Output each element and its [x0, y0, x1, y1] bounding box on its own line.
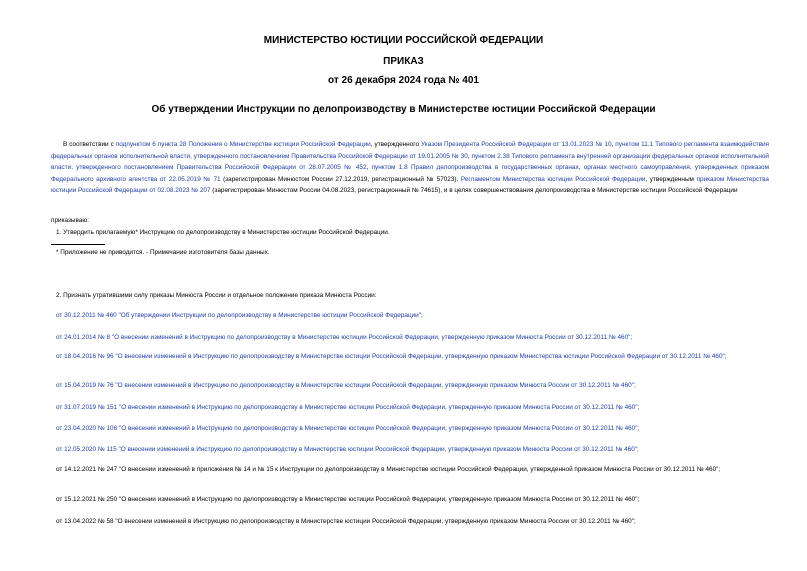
preamble-text: (зарегистрирован Минюстом России 04.08.2023, регистрационный № 74615), и в целях совершенствования делопроизводства в Министерстве юстиции Российской Федерации: [210, 187, 738, 194]
order-item-2: 2. Признать утратившими силу приказы Минюста России и отдельное положение приказа Минюста России:: [56, 292, 377, 299]
order-item-1: 1. Утвердить прилагаемую* Инструкцию по делопроизводству в Министерстве юстиции Российской Федерации.: [56, 229, 390, 236]
revoked-order[interactable]: от 31.07.2019 № 151 "О внесении изменений в Инструкцию по делопроизводству в Министерстве юстиции Российской Федерации, утвержденную приказом Минюста России от 30.12.2011 № 460";: [56, 404, 640, 411]
preamble-text: В соответствии с: [63, 141, 116, 148]
revoked-order: от 15.12.2021 № 250 "О внесении изменений в Инструкцию по делопроизводству в Министерстве юстиции Российской Федерации, утвержденную приказом Минюста России от 30.12.2011 № 460";: [56, 496, 640, 503]
order-word: приказываю:: [51, 217, 89, 224]
footnote: * Приложение не приводится. - Примечание изготовителя базы данных.: [56, 249, 270, 256]
preamble-text: , утвержденного: [370, 141, 422, 148]
document-date-number: от 26 декабря 2024 года № 401: [327, 75, 479, 86]
footnote-separator: [51, 244, 105, 245]
preamble-text: ,: [611, 141, 616, 148]
revoked-order: от 13.04.2022 № 58 "О внесении изменений в Инструкцию по делопроизводству в Министерстве юстиции Российской Федерации, утвержденную приказом Минюста России от 30.12.2011 № 460";: [56, 518, 636, 525]
revoked-order[interactable]: от 30.12.2011 № 460 "Об утверждении Инструкции по делопроизводству в Министерстве юстиции Российской Федерации";: [56, 312, 423, 319]
preamble-text: ,: [467, 152, 472, 160]
preamble-link-decree[interactable]: Указом Президента Российской Федерации от 13.01.2023 № 10: [421, 141, 612, 148]
preamble-link-ministry-reglament[interactable]: Регламентом Министерства юстиции Российской Федерации: [460, 175, 646, 183]
preamble-link-internal-reglament[interactable]: пунктом 2.38 Типового регламента внутренней организации федеральных органов исполнительной власти, утвержденного постановлением Правительства Российской Федерации от 28.07.2005 № 452: [51, 152, 769, 171]
preamble-link-order-207[interactable]: приказом Министерства юстиции Российской Федерации от 02.08.2023 № 207: [51, 175, 769, 194]
revoked-order[interactable]: от 12.05.2020 № 115 "О внесении изменений в Инструкцию по делопроизводству в Министерстве юстиции Российской Федерации, утвержденную приказом Минюста России от 30.12.2011 № 460";: [56, 446, 639, 453]
revoked-order: от 14.12.2021 № 247 "О внесении изменений в приложения № 14 и № 15 к Инструкции по делопроизводству в Министерстве юстиции Российской Федерации, утвержденной приказом Минюста России от 30.12.2011 № 460";: [56, 466, 721, 473]
revoked-order[interactable]: от 23.04.2020 № 106 "О внесении изменений в Инструкцию по делопроизводству в Министерстве юстиции Российской Федерации, утвержденную приказом Минюста России от 30.12.2011 № 460";: [56, 425, 640, 432]
ministry-heading: МИНИСТЕРСТВО ЮСТИЦИИ РОССИЙСКОЙ ФЕДЕРАЦИИ: [263, 35, 544, 46]
revoked-order[interactable]: от 15.04.2019 № 76 "О внесении изменений в Инструкцию по делопроизводству в Министерстве юстиции Российской Федерации, утвержденную приказом Минюста России от 30.12.2011 № 460";: [56, 382, 636, 389]
preamble-link-archive-rules[interactable]: пунктом 1.8 Правил делопроизводства в государственных органах, органах местного самоуправления, утвержденных приказом Федерального архивного агентства от 22.05.2019 № 71: [51, 164, 769, 183]
document-subject: Об утверждении Инструкции по делопроизводству в Министерстве юстиции Российской Федерации: [151, 104, 656, 115]
document-type: ПРИКАЗ: [383, 56, 424, 67]
revoked-order[interactable]: от 24.01.2014 № 8 "О внесении изменений в Инструкцию по делопроизводству в Министерстве юстиции Российской Федерации, утвержденную приказом Минюста России от 30.12.2011 № 460";: [56, 334, 633, 341]
preamble-text: (зарегистрирован Минюстом России 27.12.2019, регистрационный № 57023),: [220, 175, 461, 183]
preamble-paragraph: [51, 139, 769, 197]
preamble-text: ,: [366, 164, 372, 171]
preamble-link-interaction-reglament[interactable]: пунктом 11.1 Типового регламента взаимодействия федеральных органов исполнительной власти, утвержденного постановлением Правительства Российской Федерации от 19.01.2005 № 30: [51, 141, 769, 160]
preamble-text: , утвержденным: [645, 175, 697, 183]
preamble-link-regulation[interactable]: подпунктом 6 пункта 28 Положения о Министерстве юстиции Российской Федерации: [115, 141, 371, 148]
revoked-order[interactable]: от 18.04.2016 № 96 "О внесении изменений в Инструкцию по делопроизводству в Министерстве юстиции Российской Федерации, утвержденную приказом Министерства юстиции Российской Федерации от 30.12.2011 № 460";: [56, 353, 727, 360]
